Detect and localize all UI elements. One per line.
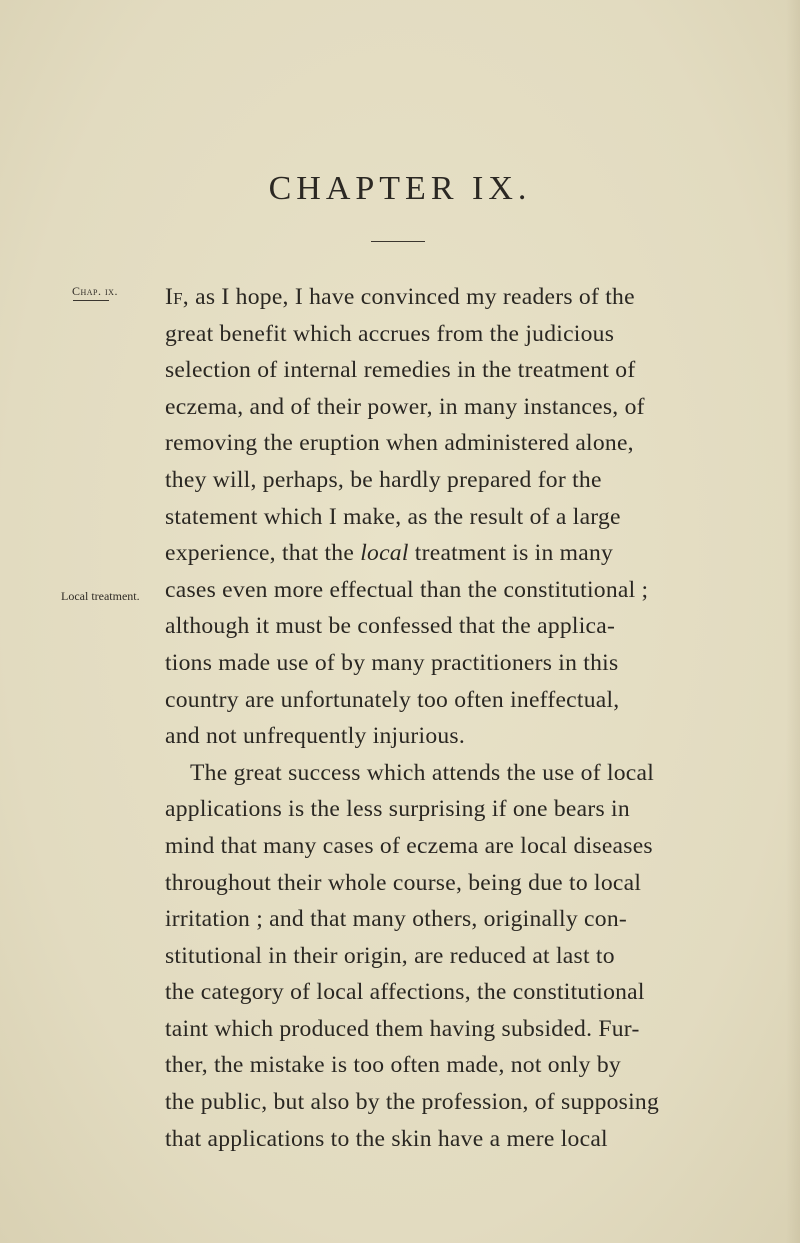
text-line: irritation ; and that many others, originally con- (165, 906, 627, 933)
title-rule (371, 241, 425, 242)
text-line (165, 535, 785, 572)
paragraph-2 (165, 755, 785, 1158)
text-line: taint which produced them having subsided. Fur- (165, 1015, 640, 1042)
text-line: mind that many cases of eczema are local diseases (165, 832, 653, 859)
text-line: country are unfortunately too often ineffectual, (165, 686, 620, 713)
text-line-rest: as I hope, I have convinced my readers of the (188, 284, 635, 310)
text-line: tions made use of by many practitioners in this (165, 649, 619, 676)
page-edge-shadow (786, 0, 800, 1243)
body-text (165, 279, 785, 1157)
text-line: great benefit which accrues from the judicious (165, 320, 615, 347)
text-line: cases even more effectual than the constitutional ; (165, 576, 649, 603)
text-line: the category of local affections, the constitutional (165, 979, 645, 1006)
text-line: they will, perhaps, be hardly prepared for the (165, 466, 602, 493)
text-line: stitutional in their origin, are reduced at last to (165, 942, 615, 969)
text-segment: treatment is in many (408, 540, 614, 567)
text-line: statement which I make, as the result of a large (165, 503, 621, 530)
text-line: applications is the less surprising if one bears in (165, 796, 630, 823)
text-line: ther, the mistake is too often made, not only by (165, 1052, 621, 1079)
text-line: that applications to the skin have a mere local (165, 1125, 608, 1152)
emphasized-word: local (360, 540, 409, 567)
text-line: removing the eruption when administered alone, (165, 430, 634, 457)
margin-note-rule (73, 300, 109, 301)
text-line: although it must be confessed that the applica- (165, 613, 616, 640)
text-line (165, 279, 785, 316)
text-line: selection of internal remedies in the treatment of (165, 357, 636, 384)
text-line: the public, but also by the profession, of supposing (165, 1089, 659, 1116)
text-line: and not unfrequently injurious. (165, 723, 465, 750)
margin-note-chapter: Chap. ix. (72, 284, 118, 298)
paragraph-1 (165, 279, 785, 755)
opening-word: If, (165, 284, 189, 310)
margin-note-local-treatment: Local treatment. (61, 589, 140, 603)
text-segment: experience, that the (165, 540, 361, 567)
text-line: throughout their whole course, being due to local (165, 869, 642, 896)
text-line: The great success which attends the use of local (190, 759, 655, 786)
text-line: eczema, and of their power, in many instances, of (165, 393, 645, 420)
chapter-title: CHAPTER IX. (268, 170, 532, 207)
